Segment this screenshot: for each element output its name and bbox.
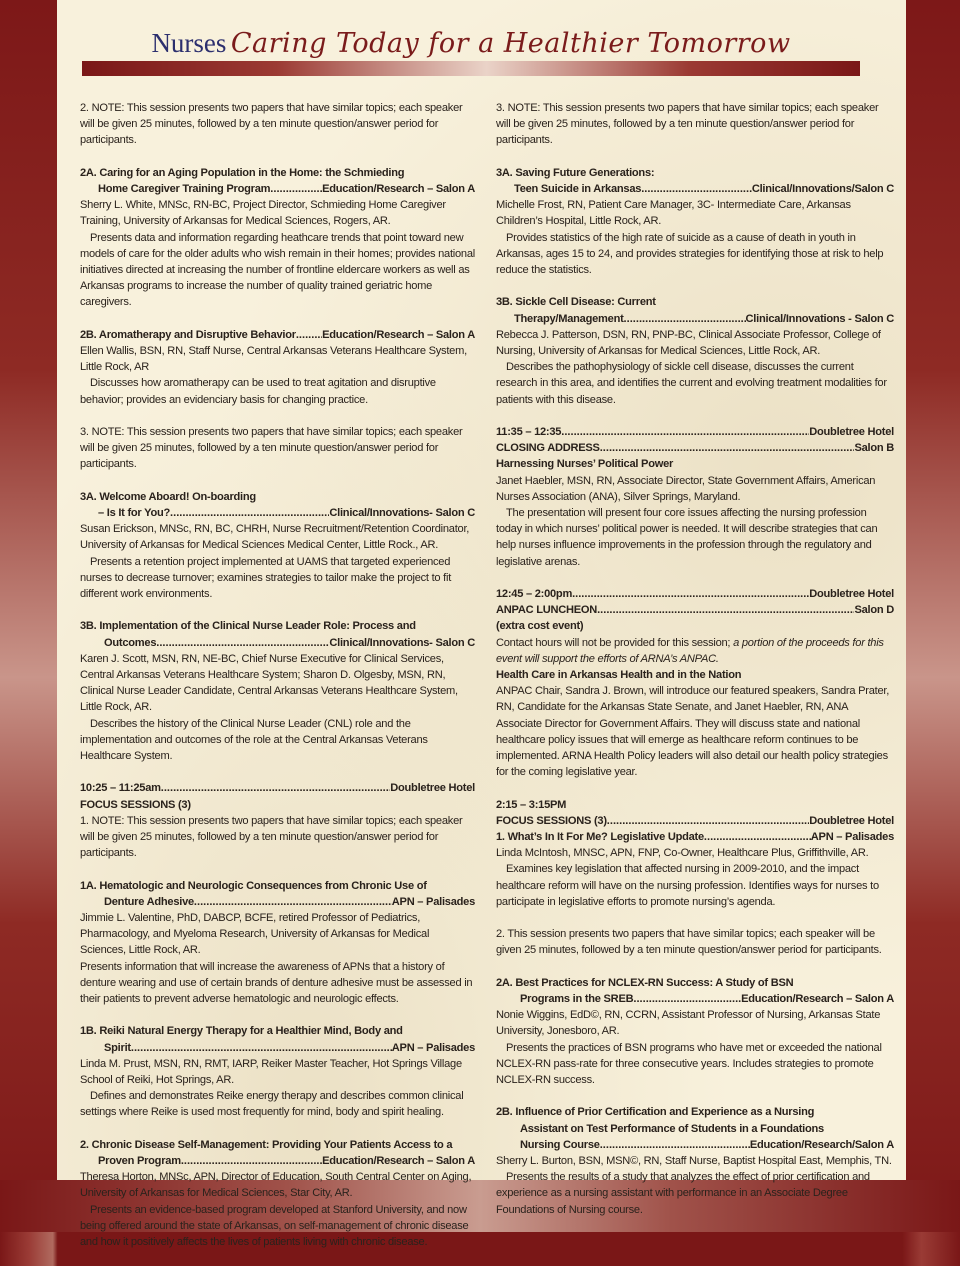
- heading-line: [496, 440, 894, 456]
- session-author: Janet Haebler, MSN, RN, Associate Director, State Government Affairs, American Nurses Association (ANA), Silver Springs, Maryland.: [496, 474, 876, 503]
- session-title: 2A. Best Practices for NCLEX-RN Success: A Study of BSN: [496, 976, 794, 989]
- session-title-line: [80, 635, 475, 651]
- session-location: Education/Research – Salon A: [322, 328, 475, 341]
- session-title: 1A. Hematologic and Neurologic Consequences from Chronic Use of: [80, 879, 427, 892]
- time-slot: 11:35 – 12:35: [496, 426, 562, 439]
- session-location: Clinical/Innovations- Salon C: [329, 507, 475, 520]
- session-description: Presents an evidence-based program developed at Stanford University, and now being offered around the state of Arkansas, on self-management of chronic disease and how it positively affects the lives of patients living with chronic disease.: [80, 1203, 469, 1249]
- session-title: Teen Suicide in Arkansas: [514, 183, 642, 195]
- session-location: Clinical/Innovations - Salon C: [745, 312, 894, 325]
- session-title: 3B. Sickle Cell Disease: Current: [496, 296, 656, 309]
- header-title: [82, 28, 860, 59]
- session-author: Theresa Horton, MNSc, APN, Director of Education, South Central Center on Aging, University of Arkansas for Medical Sciences, Star City, AR.: [80, 1171, 472, 1200]
- session-note: [496, 100, 894, 149]
- session-title: Proven Program: [98, 1155, 181, 1168]
- session-author: Rebecca J. Patterson, DSN, RN, PNP-BC, Clinical Associate Professor, College of Nursing, University of Arkansas for Medical Sciences, Little Rock, AR.: [496, 328, 881, 358]
- session-title: Spirit: [104, 1041, 131, 1054]
- session-location: APN – Palisades: [391, 1041, 475, 1054]
- time-slot: 2:15 – 3:15PM: [496, 798, 567, 811]
- session-title: 3B. Implementation of the Clinical Nurse Leader Role: Process and: [80, 620, 416, 633]
- session-1b: [80, 1023, 475, 1120]
- session-title-line: [496, 181, 894, 197]
- venue: Doubletree Hotel: [809, 814, 894, 827]
- session-description: Describes the history of the Clinical Nurse Leader (CNL) role and the implementation and outcomes of the role at the Central Arkansas Veterans Healthcare System.: [80, 717, 428, 763]
- session-title: 3A. Saving Future Generations:: [496, 166, 655, 179]
- session-author: Michelle Frost, RN, Patient Care Manager, 3C- Intermediate Care, Arkansas Children’s Hospital, Little Rock, AR.: [496, 199, 851, 228]
- time-block-closing: [496, 424, 894, 570]
- session-author: Ellen Wallis, BSN, RN, Staff Nurse, Central Arkansas Veterans Healthcare System, Little Rock, AR: [80, 345, 467, 374]
- session-location: Education/Research – Salon A: [322, 1155, 475, 1168]
- session-description: Presents a retention project implemented at UAMS that targeted experienced nurses to decrease turnover; examines strategies to tailor make the project to fit different work environments.: [80, 555, 452, 601]
- page-header: [82, 28, 860, 78]
- room: Salon D: [854, 604, 894, 617]
- session-2a: [496, 975, 894, 1088]
- session-subtitle: Harnessing Nurses’ Political Power: [496, 458, 674, 471]
- room: Salon B: [854, 442, 894, 455]
- session-title: 2B. Aromatherapy and Disruptive Behavior: [80, 328, 296, 341]
- session-note: [80, 424, 475, 473]
- header-title-nurses: Nurses: [151, 28, 227, 58]
- contact-text: Contact hours will not be provided for this session;: [496, 636, 731, 649]
- time-line: [496, 586, 894, 602]
- session-title: Therapy/Management: [514, 312, 624, 325]
- block-heading: FOCUS SESSIONS (3): [80, 798, 191, 811]
- time-block-focus-sessions: [496, 797, 894, 910]
- extra-cost-note: (extra cost event): [496, 620, 584, 633]
- session-2a: [80, 165, 475, 311]
- venue: Doubletree Hotel: [390, 782, 475, 795]
- block-heading: ANPAC LUNCHEON: [496, 604, 598, 617]
- session-location: Clinical/Innovations- Salon C: [329, 636, 475, 649]
- session-author: Linda McIntosh, MNSC, APN, FNP, Co-Owner, Healthcare Plus, Griffithville, AR.: [496, 847, 869, 860]
- session-title-line: [80, 327, 475, 343]
- session-location: Education/Research – Salon A: [741, 993, 894, 1006]
- left-column: [80, 100, 475, 1266]
- session-title-line: [496, 1137, 894, 1153]
- session-description: The presentation will present four core issues affecting the nursing profession today in which nurses’ political power is needed. It will describe strategies that can help nurses influence improvements in the profession through the regulatory and legislative arenas.: [496, 507, 878, 568]
- session-title: 1. What’s In It For Me? Legislative Update: [496, 831, 704, 844]
- session-author: Susan Erickson, MNSc, RN, BC, CHRH, Nurse Recruitment/Retention Coordinator, University of Arkansas for Medical Sciences Medical Center, Little Rock., AR.: [80, 523, 470, 552]
- session-description: Discusses how aromatherapy can be used to treat agitation and disruptive behavior; provides an evidenciary basis for changing practice.: [80, 377, 436, 406]
- session-description: Presents the results of a study that analyzes the effect of prior certification and experience as a nursing assistant with performance in an Associate Degree Foundations of Nursing course.: [496, 1171, 870, 1216]
- session-title: Nursing Course: [520, 1138, 600, 1151]
- session-description: Examines key legislation that affected nursing in 2009-2010, and the impact healthcare reform will have on the nursing profession. Identifies ways for nurses to participate in legislative efforts to promote nursing’s agenda.: [496, 863, 879, 908]
- session-title: Programs in the SREB: [520, 993, 634, 1006]
- session-title: – Is It for You?: [98, 507, 171, 520]
- session-title: Assistant on Test Performance of Students in a Foundations: [520, 1122, 824, 1135]
- session-2b: [80, 327, 475, 408]
- session-title-line: [496, 991, 894, 1007]
- session-location: Education/Research/Salon A: [749, 1138, 894, 1151]
- session-location: APN – Palisades: [391, 895, 475, 908]
- heading-line: [496, 602, 894, 618]
- session-title-line: [496, 311, 894, 327]
- note-text: 3. NOTE: This session presents two papers that have similar topics; each speaker will be given 25 minutes, followed by a ten minute question/answer period for participants.: [496, 102, 879, 147]
- time-line: [80, 780, 475, 796]
- session-title: Denture Adhesive: [104, 895, 194, 908]
- session-author: Sherry L. Burton, BSN, MSN©, RN, Staff Nurse, Baptist Hospital East, Memphis, TN.: [496, 1155, 892, 1168]
- time-block-focus-sessions: [80, 780, 475, 861]
- header-bar: [82, 61, 860, 76]
- session-description: ANPAC Chair, Sandra J. Brown, will introduce our featured speakers, Sandra Prater, RN, Candidate for the Arkansas State Senate, and Janet Haebler, RN, ANA Associate Director for Government Affairs. They will discuss state and national healthcare policy issues that will emerge as healthcare reform continues to be implemented. ARNA Health Policy leaders will also detail our health policy strategies for the coming legislative year.: [496, 685, 890, 779]
- note-text: 1. NOTE: This session presents two papers that have similar topics; each speaker will be given 25 minutes, followed by a ten minute question/answer period for participants.: [80, 814, 463, 860]
- block-heading: FOCUS SESSIONS (3): [496, 814, 607, 827]
- session-title: 2B. Influence of Prior Certification and Experience as a Nursing: [496, 1106, 815, 1119]
- session-title-line: [80, 181, 475, 197]
- session-title: Outcomes: [104, 636, 157, 649]
- session-description: Presents data and information regarding heathcare trends that point toward new models of care for the older adults who wish remain in their homes; provides national initiatives directed at increasing the number of frontline eldercare workers as well as Arkansas programs to increase the number of quality trained geriatric home caregivers.: [80, 231, 475, 309]
- session-description: Defines and demonstrates Reike energy therapy and describes common clinical settings where Reike is used most frequently for mind, body and spirit healing.: [80, 1090, 464, 1119]
- session-title: 3A. Welcome Aboard! On-boarding: [80, 490, 256, 503]
- session-location: Education/Research – Salon A: [322, 183, 475, 195]
- session-3a: [80, 489, 475, 602]
- session-description: Describes the pathophysiology of sickle cell disease, discusses the current research in this area, and identifies the current and evolving treatment modalities for patients with this disease.: [496, 361, 887, 406]
- session-title: Home Caregiver Training Program: [98, 183, 271, 195]
- session-3a: [496, 165, 894, 278]
- note-text: 3. NOTE: This session presents two papers that have similar topics; each speaker will be given 25 minutes, followed by a ten minute question/answer period for participants.: [80, 426, 463, 471]
- venue: Doubletree Hotel: [809, 588, 894, 601]
- contact-italic: a portion of the proceeds for this event will support the efforts of ARNA’s ANPAC.: [496, 636, 884, 665]
- session-title-line: [496, 829, 894, 845]
- session-subtitle: Health Care in Arkansas Health and in the Nation: [496, 669, 742, 682]
- venue: Doubletree Hotel: [809, 426, 894, 439]
- contact-hours-note: [496, 635, 894, 667]
- session-3b: [496, 294, 894, 407]
- time-slot: 10:25 – 11:25am: [80, 782, 161, 795]
- note-text: 2. This session presents two papers that have similar topics; each speaker will be given 25 minutes, followed by a ten minute question/answer period for participants.: [496, 928, 882, 957]
- session-note: [496, 926, 894, 958]
- session-author: Jimmie L. Valentine, PhD, DABCP, BCFE, retired Professor of Pediatrics, Pharmacology, and Myeloma Research, University of Arkansas for Medical Sciences, Little Rock, AR.: [80, 912, 430, 957]
- block-heading: CLOSING ADDRESS: [496, 442, 600, 455]
- session-location: APN – Palisades: [810, 831, 894, 844]
- session-author: Linda M. Prust, MSN, RN, RMT, IARP, Reiker Master Teacher, Hot Springs Village School of Reiki, Hot Springs, AR.: [80, 1057, 462, 1087]
- session-3b: [80, 618, 475, 764]
- session-title-line: [80, 894, 475, 910]
- session-2: [80, 1137, 475, 1250]
- time-slot: 12:45 – 2:00pm: [496, 588, 573, 601]
- session-1a: [80, 878, 475, 1008]
- session-note: [80, 100, 475, 149]
- session-2b: [496, 1104, 894, 1217]
- session-description: Presents information that will increase the awareness of APNs that a history of denture wearing and use of certain brands of denture adhesive must be assessed in their patients to prevent adverse hematologic and neurologic effects.: [80, 960, 473, 1006]
- session-title-line: [80, 505, 475, 521]
- session-author: Nonie Wiggins, EdD©, RN, CCRN, Assistant Professor of Nursing, Arkansas State University, Jonesboro, AR.: [496, 1009, 881, 1038]
- heading-line: [496, 813, 894, 829]
- session-title-line: [80, 1040, 475, 1056]
- header-title-script: Caring Today for a Healthier Tomorrow: [230, 28, 791, 59]
- session-author: Sherry L. White, MNSc, RN-BC, Project Director, Schmieding Home Caregiver Training, University of Arkansas for Medical Sciences, Rogers, AR.: [80, 199, 446, 228]
- session-title: 2A. Caring for an Aging Population in the Home: the Schmieding: [80, 166, 405, 179]
- time-line: [496, 424, 894, 440]
- time-block-luncheon: [496, 586, 894, 780]
- session-title: 2. Chronic Disease Self-Management: Providing Your Patients Access to a: [80, 1138, 453, 1151]
- session-title: 1B. Reiki Natural Energy Therapy for a Healthier Mind, Body and: [80, 1025, 403, 1038]
- session-description: Presents the practices of BSN programs who have met or exceeded the national NCLEX-RN pass-rate for three consecutive years. Includes strategies to promote NCLEX-RN success.: [496, 1041, 882, 1087]
- session-location: Clinical/Innovations/Salon C: [751, 183, 894, 195]
- session-title-line: [80, 1153, 475, 1169]
- session-description: Provides statistics of the high rate of suicide as a cause of death in youth in Arkansas, ages 15 to 24, and provides strategies for identifying those at risk to help reduce the statistics.: [496, 231, 884, 277]
- right-column: [496, 100, 894, 1234]
- note-text: 2. NOTE: This session presents two papers that have similar topics; each speaker will be given 25 minutes, followed by a ten minute question/answer period for participants.: [80, 102, 463, 147]
- session-author: Karen J. Scott, MSN, RN, NE-BC, Chief Nurse Executive for Clinical Services, Central Arkansas Veterans Healthcare System; Sharon D. Olgesby, MSN, RN, Clinical Nurse Leader Candidate, Central Arkansas Veterans Healthcare System, Little Rock, AR.: [80, 652, 458, 714]
